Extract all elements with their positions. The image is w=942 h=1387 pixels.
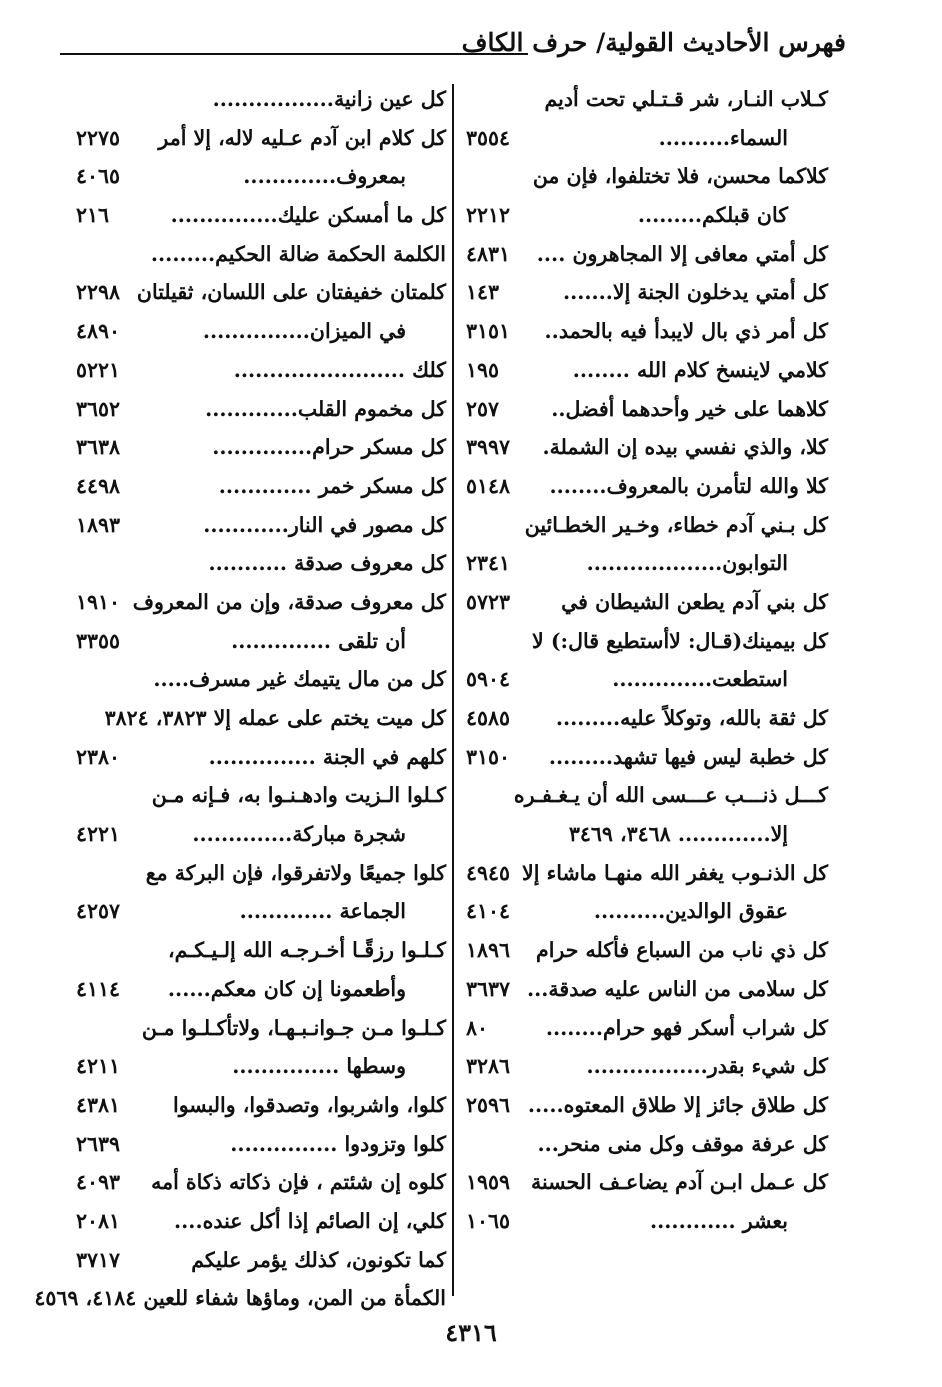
- entry-text: كـلوا الـزيت وادهـنـوا به، فـإنه مـن: [151, 783, 446, 808]
- entry-text: كلوا جميعًا ولاتفرقوا، فإن البركة مع: [145, 860, 446, 885]
- index-entry: [76, 392, 446, 431]
- entry-text: كـلـوا رزقًـا أخـرجـه الله إلـيـكـم،: [167, 938, 446, 963]
- index-entry: [466, 508, 828, 547]
- index-entry: [466, 121, 828, 160]
- index-entry: [466, 933, 828, 972]
- entry-text: السماء..........: [658, 125, 788, 150]
- entry-text: كلا والله لتأمرن بالمعروف........: [549, 473, 828, 498]
- column-divider: [452, 84, 454, 1296]
- entry-number: ٥٧٢٣: [466, 589, 511, 614]
- entry-number: ٢٢٩٨: [76, 280, 121, 305]
- index-entry: [466, 585, 828, 624]
- index-entry: [466, 159, 828, 198]
- index-entry: [466, 740, 828, 779]
- index-entry: [466, 314, 828, 353]
- index-entry: [76, 972, 446, 1011]
- entry-number: ٤١٠٤: [466, 899, 511, 924]
- entry-number: ٣٣٥٥: [76, 628, 121, 653]
- index-entry: [76, 353, 446, 392]
- index-entry: [466, 392, 828, 431]
- index-entry: [76, 159, 446, 198]
- entry-text: بمعروف.............: [243, 164, 406, 189]
- entry-text: كل مسكر خمر .............: [218, 473, 446, 498]
- entry-text: كل عرفة موقف وكل منى منحر...: [537, 1131, 828, 1156]
- entry-number: ٥٢٢١: [76, 357, 121, 382]
- index-entry: [466, 82, 828, 121]
- entry-text: كل ذي ناب من السباع فأكله حرام: [536, 938, 828, 963]
- index-entry: [466, 856, 828, 895]
- entry-text: كل ثقة بالله، وتوكلاً عليه.........: [555, 706, 828, 730]
- index-entry: [76, 624, 446, 663]
- index-entry: [76, 1127, 446, 1166]
- index-entry: [466, 894, 828, 933]
- entry-number: ٤٠٦٥: [76, 164, 121, 189]
- entry-number: ٣٢٨٦: [466, 1054, 511, 1079]
- entry-text: كل بيمينك(قـال: لاأستطيع قال:) لا: [532, 628, 828, 653]
- entry-number: ٣٦٣٧: [466, 976, 511, 1001]
- page-header: [60, 28, 846, 62]
- index-entry: [76, 585, 446, 624]
- entry-text: كلمتان خفيفتان على اللسان، ثقيلتان: [136, 280, 446, 305]
- entry-text: الجماعة .............: [239, 899, 406, 924]
- entry-text: كل ما أمسكن عليك...............: [170, 203, 446, 228]
- index-entry: [466, 353, 828, 392]
- index-entry: [466, 662, 828, 701]
- entry-text: أن تلقى ..............: [231, 628, 406, 653]
- entry-number: ٢١٦: [76, 203, 110, 228]
- page-title: فهرس الأحاديث القولية/ حرف الكاف: [461, 28, 846, 57]
- page-number: ٤٣١٦: [445, 1318, 497, 1347]
- entry-number: ١٠٦٥: [466, 1208, 511, 1233]
- entry-number: ١٩١٠: [76, 589, 121, 614]
- index-entry: [76, 894, 446, 933]
- entry-text: كل مصور في النار............: [203, 512, 446, 537]
- entry-text: كل بـني آدم خطاء، وخـير الخطـائين: [524, 512, 828, 537]
- entry-number: ٨٠: [466, 1015, 489, 1040]
- entry-text: الكلمة الحكمة ضالة الحكيم.........: [150, 241, 446, 266]
- index-entry: [466, 237, 828, 276]
- entry-text: وسطها ...............: [232, 1054, 406, 1079]
- entry-number: ٤٥٨٥: [466, 706, 511, 730]
- index-entry: [466, 430, 828, 469]
- index-entry: [34, 1281, 446, 1320]
- entry-text: كـلاب النـار، شر قـتـلي تحت أديم: [544, 87, 828, 111]
- entry-text: كل معروف صدقة، وإن من المعروف: [132, 589, 446, 614]
- entry-text: شجرة مباركة..............: [192, 822, 406, 847]
- entry-text: استطعت..............: [612, 667, 788, 692]
- entry-number: ٢٦٣٩: [76, 1131, 121, 1156]
- entry-number: ٤٢٢١: [76, 822, 121, 847]
- entry-text: كل الذنـوب يغفر الله منهـا ماشاء إلا: [522, 860, 828, 885]
- entry-number: ٢٢٧٥: [76, 125, 121, 150]
- entry-text: بعشر ............: [650, 1208, 788, 1233]
- entry-text: وأطعمونا إن كان معكم......: [167, 976, 406, 1001]
- entry-number: ١٩٥: [466, 357, 500, 382]
- entry-number: ٣٥٥٤: [466, 125, 511, 150]
- index-entry: [76, 662, 446, 701]
- entry-text: كل كلام ابن آدم عـليه لاله، إلا أمر: [158, 125, 446, 150]
- index-entry: [76, 430, 446, 469]
- index-entry: [76, 1011, 446, 1050]
- entry-text: كل من مال يتيمك غير مسرف.....: [153, 667, 446, 692]
- entry-number: ٤٣٨١: [76, 1092, 121, 1117]
- entry-text: كان قبلكم.........: [637, 203, 788, 228]
- index-entry: [76, 778, 446, 817]
- entry-number: ٣١٥١: [466, 319, 511, 344]
- header-rule: [60, 53, 528, 55]
- index-entry: [76, 82, 446, 121]
- index-entry: [76, 1243, 446, 1282]
- entry-text: كل بني آدم يطعن الشيطان في: [561, 589, 828, 614]
- entry-text: كلا، والذي نفسي بيده إن الشملة.: [542, 435, 828, 460]
- index-entry: [466, 1127, 828, 1166]
- index-entry: [76, 1165, 446, 1204]
- entry-number: ٥١٤٨: [466, 473, 511, 498]
- index-entry: [76, 121, 446, 160]
- entry-text: كل معروف صدقة ...........: [208, 551, 446, 576]
- entry-number: ٣١٥٠: [466, 744, 511, 769]
- index-entry: [76, 275, 446, 314]
- entry-number: ٢٣٤١: [466, 551, 511, 576]
- index-entry: [76, 817, 446, 856]
- index-entry: [466, 972, 828, 1011]
- index-column-right: [466, 82, 828, 1243]
- index-entry: [466, 1011, 828, 1050]
- entry-text: كلهم في الجنة ...............: [208, 744, 446, 769]
- entry-number: ١٨٩٦: [466, 938, 511, 963]
- entry-text: كل شيء بقدر.................: [586, 1054, 828, 1079]
- index-entry: [466, 1204, 828, 1243]
- index-entry: [76, 856, 446, 895]
- entry-text: كلامي لاينسخ كلام الله ........: [572, 357, 828, 382]
- index-entry: [466, 1049, 828, 1088]
- index-entry: [466, 275, 828, 314]
- entry-number: ٤٢١١: [76, 1054, 121, 1079]
- entry-text: في الميزان...............: [202, 319, 406, 344]
- index-entry: [466, 817, 828, 856]
- entry-text: إلا............. ٣٤٦٨، ٣٤٦٩: [568, 822, 788, 847]
- entry-text: كلاكما محسن، فلا تختلفوا، فإن من: [532, 164, 828, 189]
- index-entry: [76, 508, 446, 547]
- entry-number: ٤٩٤٥: [466, 860, 511, 885]
- entry-number: ٣٩٩٧: [466, 435, 511, 460]
- entry-text: كلوا وتزودوا ...............: [230, 1131, 446, 1156]
- entry-text: كما تكونون، كذلك يؤمر عليكم: [191, 1247, 446, 1272]
- index-entry: [76, 1049, 446, 1088]
- entry-number: ٢٥٧: [466, 396, 500, 421]
- entry-text: الكمأة من المن، وماؤها شفاء للعين ٤١٨٤، ٤٥٦٩: [34, 1286, 446, 1311]
- entry-number: ٤٠٩٣: [76, 1170, 121, 1195]
- entry-text: كل مخموم القلب.............: [205, 396, 446, 421]
- entry-number: ٤٨٣١: [466, 241, 511, 266]
- entry-number: ٤٨٩٠: [76, 319, 121, 344]
- entry-text: كل أمتي يدخلون الجنة إلا.......: [562, 280, 828, 305]
- entry-text: كل مسكر حرام..............: [212, 435, 446, 460]
- entry-text: كـلـوا مـن جـوانـبـهـا، ولاتأكـلـوا مـن: [141, 1015, 446, 1040]
- entry-text: كل أمتي معافى إلا المجاهرون ....: [536, 241, 828, 266]
- entry-number: ٣٦٣٨: [76, 435, 121, 460]
- entry-number: ٥٩٠٤: [466, 667, 511, 692]
- entry-number: ٢٥٩٦: [466, 1092, 511, 1117]
- entry-number: ٢٢١٢: [466, 203, 511, 228]
- entry-text: كلك ........................: [233, 357, 446, 382]
- entry-text: كل طلاق جائز إلا طلاق المعتوه.....: [527, 1092, 828, 1117]
- entry-text: كل سلامى من الناس عليه صدقة...: [527, 976, 828, 1001]
- entry-text: التوابون...................: [586, 551, 788, 576]
- index-entry: [466, 778, 828, 817]
- entry-text: عقوق الوالدين..........: [593, 899, 788, 924]
- index-column-left: [34, 82, 446, 1320]
- entry-text: كل ميت يختم على عمله إلا ٣٨٢٣، ٣٨٢٤: [104, 706, 446, 730]
- index-entry: [76, 740, 446, 779]
- index-entry: [76, 546, 446, 585]
- index-entry: [76, 701, 446, 740]
- index-entry: [466, 701, 828, 740]
- entry-text: كلوه إن شئتم ، فإن ذكاته ذكاة أمه: [151, 1170, 446, 1195]
- index-entry: [76, 237, 446, 276]
- entry-number: ٢٠٨١: [76, 1208, 121, 1233]
- index-entry: [76, 198, 446, 237]
- entry-text: كلاهما على خير وأحدهما أفضل..: [551, 396, 828, 421]
- index-entry: [466, 546, 828, 585]
- entry-text: كل عين زانية.................: [212, 87, 446, 111]
- entry-text: كل أمر ذي بال لايبدأ فيه بالحمد..: [544, 319, 828, 344]
- index-entry: [76, 933, 446, 972]
- index-entry: [76, 1088, 446, 1127]
- index-entry: [76, 469, 446, 508]
- entry-number: ١٨٩٣: [76, 512, 121, 537]
- entry-number: ٤٤٩٨: [76, 473, 121, 498]
- entry-number: ١٤٣: [466, 280, 500, 305]
- entry-number: ٤١١٤: [76, 976, 121, 1001]
- entry-number: ١٩٥٩: [466, 1170, 511, 1195]
- index-entry: [466, 198, 828, 237]
- index-entry: [466, 624, 828, 663]
- index-entry: [466, 469, 828, 508]
- entry-text: كلوا، واشربوا، وتصدقوا، والبسوا: [173, 1092, 446, 1117]
- entry-number: ٣٧١٧: [76, 1247, 121, 1272]
- index-entry: [76, 1204, 446, 1243]
- entry-number: ٢٣٨٠: [76, 744, 121, 769]
- entry-text: كل عـمل ابـن آدم يضاعـف الحسنة: [531, 1170, 828, 1195]
- index-entry: [76, 314, 446, 353]
- entry-text: كـــل ذنـــب عـــسى الله أن يـغـفـره: [513, 783, 828, 808]
- entry-text: كل خطبة ليس فيها تشهد.........: [548, 744, 828, 769]
- entry-text: كلي، إن الصائم إذا أكل عنده....: [174, 1208, 446, 1233]
- entry-number: ٣٦٥٢: [76, 396, 121, 421]
- index-entry: [466, 1165, 828, 1204]
- index-entry: [466, 1088, 828, 1127]
- entry-text: كل شراب أسكر فهو حرام........: [545, 1015, 828, 1040]
- entry-number: ٤٢٥٧: [76, 899, 121, 924]
